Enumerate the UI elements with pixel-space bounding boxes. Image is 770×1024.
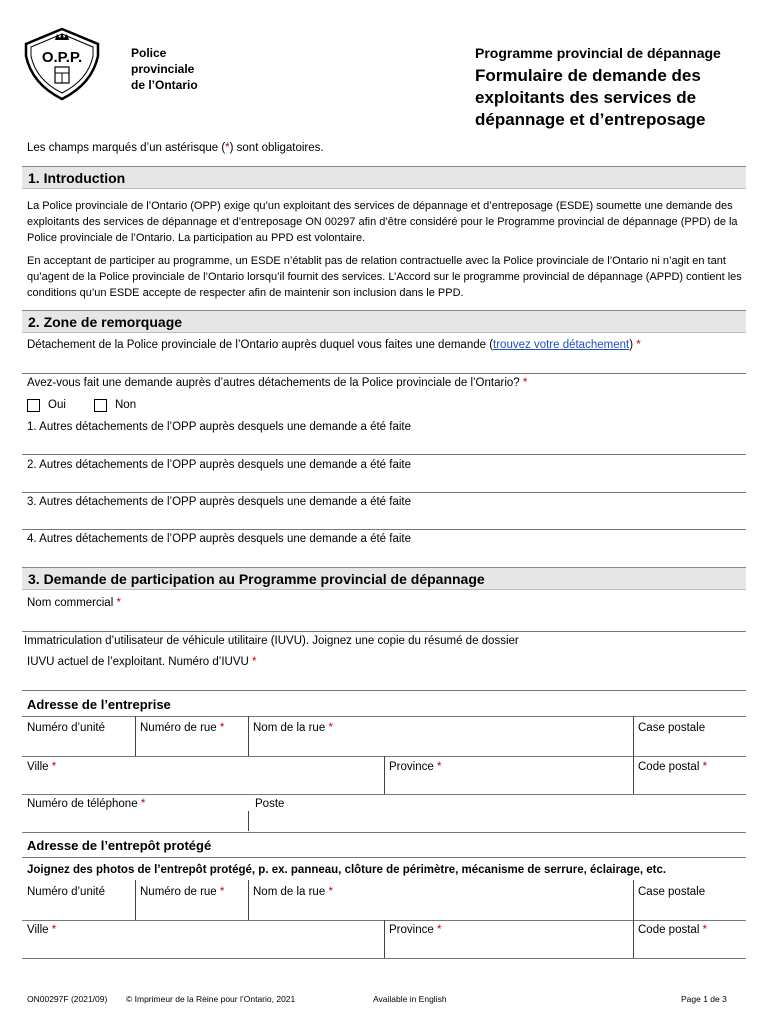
storage-street-no-input[interactable]	[140, 901, 244, 918]
business-po-box-input[interactable]	[638, 737, 742, 754]
other-detachment-3-label: 3. Autres détachements de l’OPP auprès desquels une demande a été faite	[27, 496, 412, 508]
business-province-label: Province *	[389, 761, 442, 773]
storage-city-label: Ville *	[27, 924, 57, 936]
business-name-label: Nom commercial *	[27, 597, 121, 609]
other-detachment-2-input[interactable]	[27, 474, 742, 491]
storage-photo-instruction: Joignez des photos de l’entrepôt protégé, p. ex. panneau, clôture de périmètre, mécanisme de serrure, éclairage, etc.	[27, 864, 667, 876]
svg-text:O.P.P.: O.P.P.	[41, 49, 83, 66]
yes-label: Oui	[48, 399, 66, 411]
footer-form-id: ON00297F (2021/09)	[27, 994, 108, 1004]
storage-province-input[interactable]	[389, 939, 629, 955]
yes-checkbox[interactable]	[27, 399, 40, 412]
business-phone-input[interactable]	[27, 813, 242, 830]
section-3-header	[22, 567, 746, 590]
business-unit-input[interactable]	[27, 737, 132, 754]
iuvu-number-label: IUVU actuel de l’exploitant. Numéro d’IUVU *	[27, 656, 257, 668]
iuvu-instruction: Immatriculation d’utilisateur de véhicule utilitaire (IUVU). Joignez une copie du résumé de dossier	[24, 635, 519, 647]
iuvu-number-input[interactable]	[27, 671, 742, 689]
section-2-header	[22, 310, 746, 333]
business-unit-label: Numéro d’unité	[27, 722, 105, 734]
section-1-header	[22, 166, 746, 189]
required-fields-note: Les champs marqués d’un astérisque (*) sont obligatoires.	[27, 142, 324, 154]
no-label: Non	[115, 399, 137, 411]
find-detachment-link[interactable]: trouvez votre détachement	[493, 339, 630, 351]
storage-street-name-input[interactable]	[253, 901, 629, 918]
business-city-label: Ville *	[27, 761, 57, 773]
opp-logo	[22, 26, 102, 102]
detachment-field-label: Détachement de la Police provinciale de l’Ontario auprès duquel vous faites une demande (trouvez votre détachement) *	[27, 339, 641, 351]
storage-unit-label: Numéro d’unité	[27, 886, 105, 898]
organization-name: Police provinciale de l’Ontario	[131, 46, 198, 92]
storage-unit-input[interactable]	[27, 901, 132, 918]
intro-paragraph-1: La Police provinciale de l’Ontario (OPP) exige qu’un exploitant des services de dépannage et d’entreposage (ESDE) soumette une demande des exploitants des services de dépannage et d’entreposage ON 00297 afin d’être considéré pour le Programme provincial de dépannage (PPD) de la Police provinciale de l’Ontario. La participation au PPD est volontaire.	[27, 200, 738, 244]
storage-address-heading: Adresse de l’entrepôt protégé	[27, 838, 212, 853]
business-street-name-input[interactable]	[253, 737, 629, 754]
footer-copyright: © Imprimeur de la Reine pour l’Ontario, 2021	[126, 994, 296, 1004]
other-detachment-3-input[interactable]	[27, 511, 742, 528]
business-street-name-label: Nom de la rue *	[253, 722, 333, 734]
storage-street-name-label: Nom de la rue *	[253, 886, 333, 898]
storage-postal-code-label: Code postal *	[638, 924, 708, 936]
program-name: Programme provincial de dépannage	[475, 45, 721, 61]
storage-street-no-label: Numéro de rue *	[140, 886, 225, 898]
detachment-input[interactable]	[27, 354, 742, 372]
other-detachment-2-label: 2. Autres détachements de l’OPP auprès desquels une demande a été faite	[27, 459, 412, 471]
business-street-no-label: Numéro de rue *	[140, 722, 225, 734]
other-detachment-4-input[interactable]	[27, 548, 742, 565]
storage-province-label: Province *	[389, 924, 442, 936]
business-city-input[interactable]	[27, 776, 380, 792]
business-street-no-input[interactable]	[140, 737, 244, 754]
intro-paragraph-2: En acceptant de participer au programme, un ESDE n’établit pas de relation contractuelle avec la Police provinciale de l’Ontario ni n’agit en tant qu’agent de la Police provinciale de l’Ontario lorsqu’il fournit des services. L’Accord sur le programme provincial de dépannage (APPD) contient les conditions qu’un ESDE accepte de respecter afin de maintenir son inclusion dans le PPD.	[27, 255, 742, 299]
business-name-input[interactable]	[27, 612, 742, 630]
storage-city-input[interactable]	[27, 939, 380, 955]
section-title: 1. Introduction	[28, 170, 126, 186]
business-address-heading: Adresse de l’entreprise	[27, 697, 171, 712]
section-title: 3. Demande de participation au Programme provincial de dépannage	[28, 571, 485, 587]
storage-po-box-input[interactable]	[638, 901, 742, 918]
section-title: 2. Zone de remorquage	[28, 314, 183, 330]
business-postal-code-input[interactable]	[638, 776, 742, 792]
storage-po-box-label: Case postale	[638, 886, 706, 898]
business-province-input[interactable]	[389, 776, 629, 792]
other-detachment-1-label: 1. Autres détachements de l’OPP auprès desquels une demande a été faite	[27, 421, 412, 433]
business-po-box-label: Case postale	[638, 722, 706, 734]
business-postal-code-label: Code postal *	[638, 761, 708, 773]
other-detachment-1-input[interactable]	[27, 436, 742, 453]
business-phone-label: Numéro de téléphone *	[27, 798, 146, 810]
footer-page-number: Page 1 de 3	[681, 994, 727, 1004]
business-extension-label: Poste	[255, 798, 285, 810]
footer-english-link[interactable]: Available in English	[373, 994, 447, 1004]
other-detachment-4-label: 4. Autres détachements de l’OPP auprès desquels une demande a été faite	[27, 533, 412, 545]
storage-postal-code-input[interactable]	[638, 939, 742, 955]
no-checkbox[interactable]	[94, 399, 107, 412]
other-detachments-question: Avez-vous fait une demande auprès d’autres détachements de la Police provinciale de l’Ontario? *	[27, 377, 528, 389]
form-title: Formulaire de demande des exploitants des services de dépannage et d’entreposage	[475, 66, 706, 129]
business-extension-input[interactable]	[253, 813, 403, 830]
